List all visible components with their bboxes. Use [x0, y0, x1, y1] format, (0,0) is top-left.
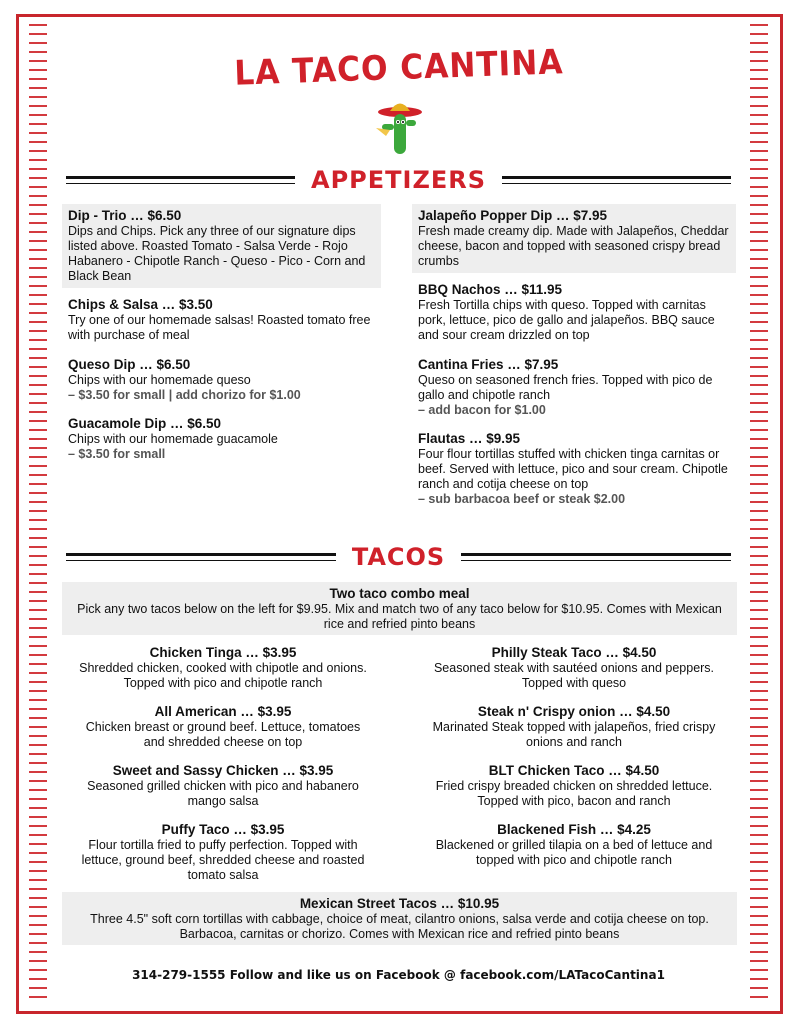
- appetizers-heading: [66, 166, 731, 194]
- item-desc: Pick any two tacos below on the left for $9.95. Mix and match two of any taco below for $10.95. Comes with Mexican rice and refried pinto beans: [77, 602, 722, 631]
- right-tick-border: [750, 24, 768, 1003]
- heading-rule-left: [66, 176, 295, 184]
- item-name: Cantina Fries … $7.95: [418, 357, 559, 372]
- menu-item: [418, 281, 730, 343]
- tacos-heading: [66, 543, 731, 571]
- item-desc: Fresh made creamy dip. Made with Jalapeños, Cheddar cheese, bacon and topped with seasoned crispy bread crumbs: [418, 224, 729, 268]
- tacos-label: TACOS: [351, 543, 446, 571]
- taco-item: [78, 703, 368, 750]
- item-note: – add bacon for $1.00: [418, 403, 546, 417]
- item-desc: Blackened or grilled tilapia on a bed of lettuce and topped with pico and chipotle ranch: [435, 838, 713, 867]
- item-name: Dip - Trio … $6.50: [68, 208, 182, 223]
- menu-item: [68, 296, 374, 343]
- item-desc: Flour tortilla fried to puffy perfection. Topped with lettuce, ground beef, shredded cheese and roasted tomato salsa: [81, 838, 365, 882]
- item-name: Steak n' Crispy onion … $4.50: [477, 704, 671, 719]
- item-name: Two taco combo meal: [329, 586, 470, 601]
- item-desc: Three 4.5" soft corn tortillas with cabbage, choice of meat, cilantro onions, salsa verde and cotija cheese on top. Barbacoa, carnitas or chorizo. Comes with Mexican rice and refried pinto beans: [90, 912, 709, 941]
- taco-item: [420, 703, 728, 750]
- item-name: BBQ Nachos … $11.95: [418, 282, 563, 297]
- item-desc: Dips and Chips. Pick any three of our signature dips listed above. Roasted Tomato - Salsa Verde - Rojo Habanero - Chipotle Ranch - Queso - Pico - Corn and Black Bean: [68, 224, 366, 283]
- item-name: Jalapeño Popper Dip … $7.95: [418, 208, 608, 223]
- taco-item: [420, 644, 728, 691]
- item-desc: Seasoned steak with sautéed onions and peppers. Topped with queso: [433, 661, 715, 690]
- item-desc: Seasoned grilled chicken with pico and habanero mango salsa: [87, 779, 359, 808]
- item-name: Mexican Street Tacos … $10.95: [299, 896, 500, 911]
- taco-item: [420, 821, 728, 868]
- item-desc: Queso on seasoned french fries. Topped with pico de gallo and chipotle ranch: [418, 373, 713, 402]
- appetizers-label: APPETIZERS: [311, 166, 487, 194]
- restaurant-title: LA TACO CANTINA: [233, 42, 564, 94]
- item-name: Chicken Tinga … $3.95: [149, 645, 297, 660]
- menu-item: [412, 204, 736, 273]
- item-desc: Chicken breast or ground beef. Lettuce, tomatoes and shredded cheese on top: [85, 720, 361, 749]
- item-desc: Fried crispy breaded chicken on shredded lettuce. Topped with pico, bacon and ranch: [435, 779, 713, 808]
- taco-item: [71, 821, 375, 883]
- combo-meal-box: [62, 582, 737, 635]
- left-tick-border: [29, 24, 47, 1003]
- item-name: Blackened Fish … $4.25: [497, 822, 651, 837]
- item-name: Guacamole Dip … $6.50: [68, 416, 222, 431]
- menu-item: [68, 415, 374, 462]
- menu-item: [68, 356, 374, 403]
- item-note: – $3.50 for small: [68, 447, 166, 461]
- item-desc: Try one of our homemade salsas! Roasted tomato free with purchase of meal: [68, 313, 371, 342]
- heading-rule-right: [461, 553, 731, 561]
- item-name: Philly Steak Taco … $4.50: [491, 645, 657, 660]
- menu-item: [418, 430, 730, 507]
- item-desc: Shredded chicken, cooked with chipotle and onions. Topped with pico and chipotle ranch: [79, 661, 367, 690]
- item-name: BLT Chicken Taco … $4.50: [488, 763, 660, 778]
- item-desc: Chips with our homemade queso: [68, 373, 251, 387]
- street-tacos-box: [62, 892, 737, 945]
- heading-rule-right: [502, 176, 731, 184]
- item-desc: Four flour tortillas stuffed with chicken tinga carnitas or beef. Served with lettuce, pico and sour cream. Chipotle ranch and cotija cheese on top: [418, 447, 728, 491]
- item-name: All American … $3.95: [154, 704, 292, 719]
- menu-item: [418, 356, 730, 418]
- item-name: Chips & Salsa … $3.50: [68, 297, 213, 312]
- item-name: Puffy Taco … $3.95: [161, 822, 285, 837]
- taco-item: [78, 644, 368, 691]
- item-name: Queso Dip … $6.50: [68, 357, 191, 372]
- taco-item: [78, 762, 368, 809]
- item-name: Flautas … $9.95: [418, 431, 521, 446]
- item-note: – sub barbacoa beef or steak $2.00: [418, 492, 626, 506]
- menu-item: [62, 204, 381, 288]
- item-desc: Marinated Steak topped with jalapeños, fried crispy onions and ranch: [432, 720, 716, 749]
- item-desc: Chips with our homemade guacamole: [68, 432, 278, 446]
- footer-contact: 314-279-1555 Follow and like us on Facebook @ facebook.com/LATacoCantina1: [132, 968, 665, 982]
- item-name: Sweet and Sassy Chicken … $3.95: [112, 763, 334, 778]
- item-desc: Fresh Tortilla chips with queso. Topped with carnitas pork, lettuce, pico de gallo and jalapeños. BBQ sauce and sour cream drizzled on top: [418, 298, 715, 342]
- cactus-sombrero-icon: [374, 98, 422, 160]
- taco-item: [420, 762, 728, 809]
- item-note: – $3.50 for small | add chorizo for $1.00: [68, 388, 301, 402]
- heading-rule-left: [66, 553, 336, 561]
